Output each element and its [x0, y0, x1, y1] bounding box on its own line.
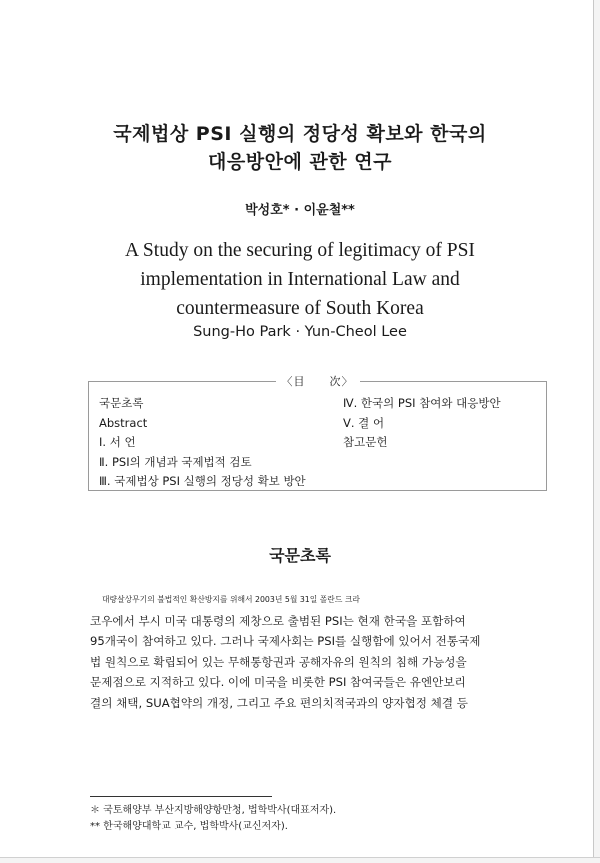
footnote-divider — [90, 796, 272, 797]
abstract-line: 코우에서 부시 미국 대통령의 제창으로 출범된 PSI는 현재 한국을 포함하여 — [90, 613, 466, 628]
footnotes — [90, 803, 510, 835]
korean-title-line: 국제법상 PSI 실행의 정당성 확보와 한국의 — [113, 123, 487, 145]
abstract-line: 문제점으로 지적하고 있다. 이에 미국을 비롯한 PSI 참여국들은 유엔안보리 — [90, 675, 466, 689]
footnote: ＊ 국토해양부 부산지방해양항만청, 법학박사(대표저자). — [90, 805, 337, 816]
korean-title-line: 대응방안에 관한 연구 — [208, 151, 392, 173]
toc-heading — [89, 374, 546, 389]
toc-item[interactable]: Ⅰ. 서 언 — [99, 435, 136, 449]
toc-item[interactable]: Ⅴ. 결 어 — [343, 415, 385, 430]
abstract-line: 결의 채택, SUA협약의 개정, 그리고 주요 편의치적국과의 양자협정 체결 등 — [90, 695, 468, 710]
abstract-line: 대량살상무기의 불법적인 확산방지를 위해서 2003년 5월 31일 폴란드 크라 — [102, 595, 360, 604]
toc-item[interactable]: 참고문헌 — [343, 435, 388, 449]
english-title — [0, 236, 600, 323]
table-of-contents — [88, 375, 547, 491]
abstract-body — [90, 590, 510, 713]
toc-item[interactable]: Ⅲ. 국제법상 PSI 실행의 정당성 확보 방안 — [99, 474, 306, 488]
toc-right-column — [343, 394, 501, 453]
toc-item[interactable]: Ⅱ. PSI의 개념과 국제법적 검토 — [99, 454, 252, 469]
toc-heading-label: 〈目 次〉 — [276, 375, 360, 388]
toc-left-column — [99, 394, 306, 492]
toc-item[interactable]: Abstract — [99, 415, 148, 430]
abstract-heading: 국문초록 — [269, 546, 331, 565]
abstract-line: 95개국이 참여하고 있다. 그러나 국제사회는 PSI를 실행함에 있어서 전통국제 — [90, 634, 481, 648]
toc-item[interactable]: 국문초록 — [99, 396, 144, 410]
abstract-line: 법 원칙으로 확립되어 있는 무해통항권과 공해자유의 원칙의 침해 가능성을 — [90, 654, 467, 669]
page-edge-bottom — [0, 857, 600, 863]
toc-item[interactable]: Ⅳ. 한국의 PSI 참여와 대응방안 — [343, 396, 501, 410]
english-authors: Sung-Ho Park · Yun-Cheol Lee — [193, 324, 407, 340]
english-title-line: implementation in International Law and — [140, 269, 460, 290]
footnote: ** 한국해양대학교 교수, 법학박사(교신저자). — [90, 821, 288, 832]
korean-title — [0, 120, 600, 176]
english-title-line: A Study on the securing of legitimacy of PSI — [125, 240, 475, 261]
english-title-line: countermeasure of South Korea — [176, 298, 424, 319]
korean-authors: 박성호* · 이윤철** — [245, 203, 355, 218]
